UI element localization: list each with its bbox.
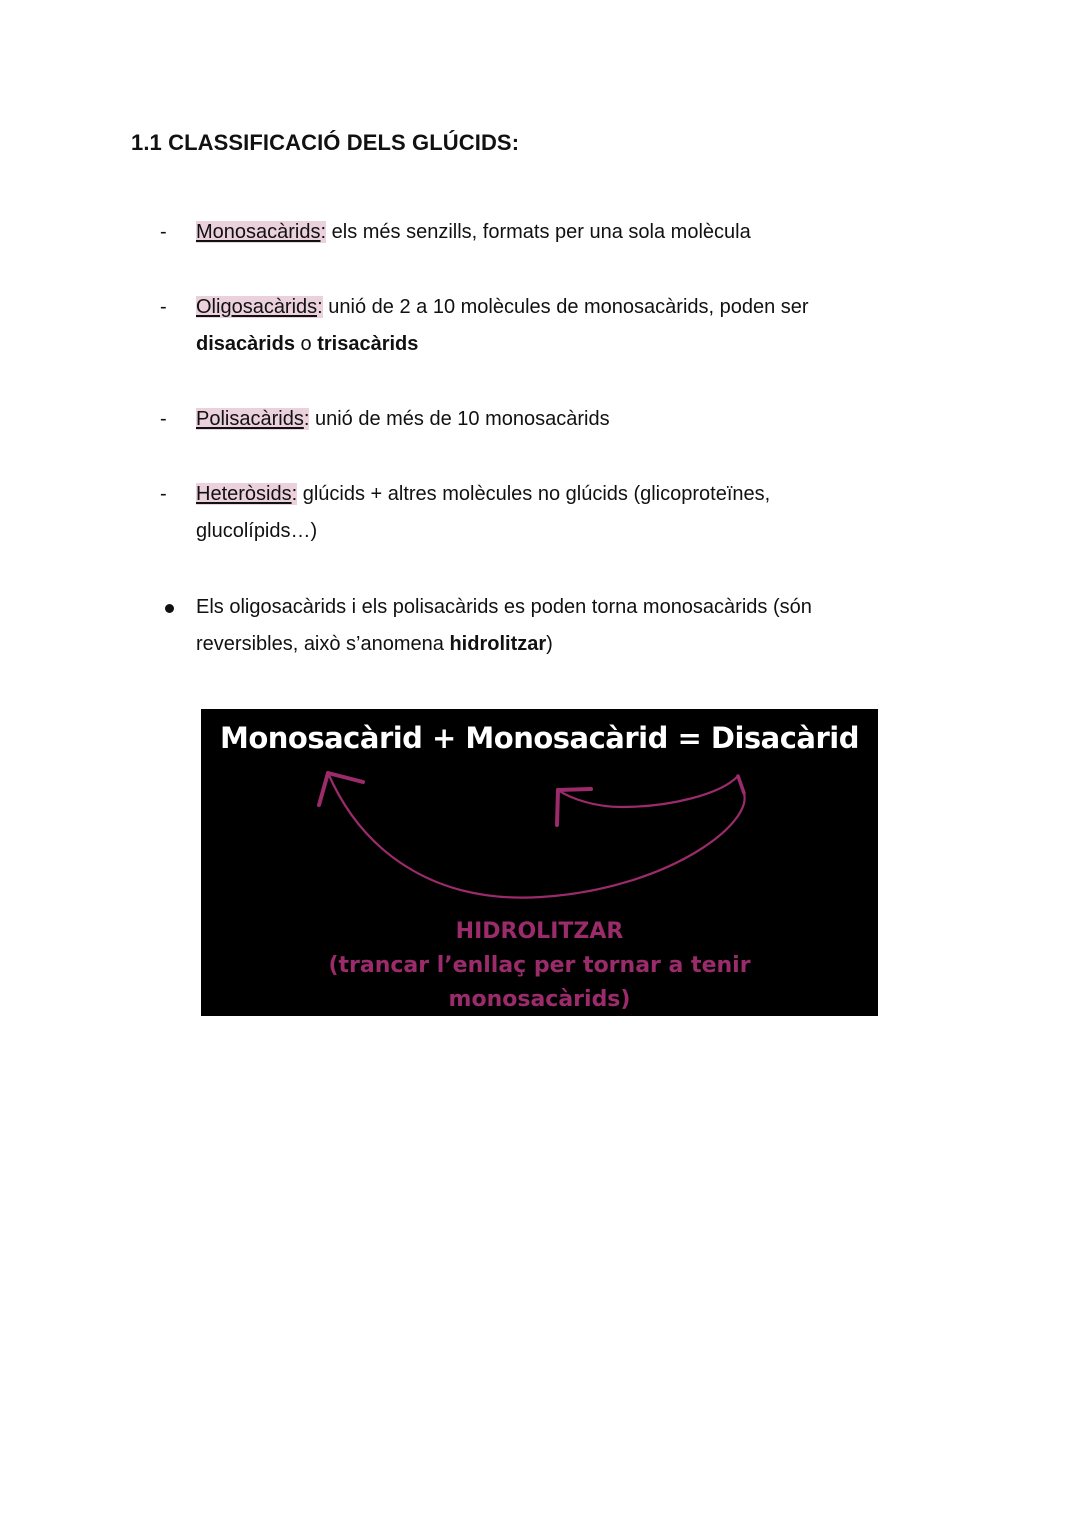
- term-label: Monosacàrids: [196, 221, 321, 243]
- connector-text: o: [294, 333, 318, 355]
- term-colon: :: [317, 296, 323, 318]
- term-definition: unió de més de 10 monosacàrids: [309, 408, 610, 430]
- term-label: Polisacàrids: [196, 408, 304, 430]
- hydrolysis-figure: [201, 709, 878, 1016]
- bold-trisacarids: trisacàrids: [317, 333, 419, 355]
- term-colon: :: [320, 221, 327, 243]
- term-definition: glúcids + altres molècules no glúcids (glicoproteïnes, glucolípids…): [196, 483, 771, 542]
- list-item-oligosacarids: [160, 289, 880, 363]
- dash-marker: -: [160, 221, 167, 243]
- list-item-polisacarids: [160, 401, 880, 438]
- dash-marker: -: [160, 483, 167, 505]
- bold-hidrolitzar: hidrolitzar: [449, 633, 547, 655]
- bold-disacarids: disacàrids: [196, 333, 295, 355]
- term-definition: els més senzills, formats per una sola molècula: [326, 221, 751, 243]
- term-colon: :: [303, 408, 310, 430]
- dash-marker: -: [160, 296, 167, 318]
- term-label: Heteròsids: [196, 483, 292, 505]
- section-heading: 1.1 CLASSIFICACIÓ DELS GLÚCIDS:: [131, 130, 520, 155]
- term-colon: :: [291, 483, 298, 505]
- figure-caption: [201, 915, 878, 1016]
- dash-marker: -: [160, 408, 167, 430]
- bullet-end: ): [546, 633, 553, 655]
- list-item-monosacarids: [160, 214, 880, 251]
- bullet-dot-icon: [160, 589, 180, 626]
- list-item-heterosids: [160, 476, 880, 550]
- term-label: Oligosacàrids: [196, 296, 318, 318]
- bullet-text: Els oligosacàrids i els polisacàrids es poden torna monosacàrids (són reversibles, això s’anomena: [196, 596, 812, 655]
- term-definition: unió de 2 a 10 molècules de monosacàrids, poden ser: [322, 296, 809, 318]
- caption-line-2: monosacàrids): [448, 987, 631, 1012]
- caption-title: HIDROLITZAR: [455, 919, 624, 944]
- bullet-note: [160, 589, 880, 663]
- caption-line-1: (trancar l’enllaç per tornar a tenir: [328, 953, 751, 978]
- figure-equation: Monosacàrid + Monosacàrid = Disacàrid: [220, 721, 859, 755]
